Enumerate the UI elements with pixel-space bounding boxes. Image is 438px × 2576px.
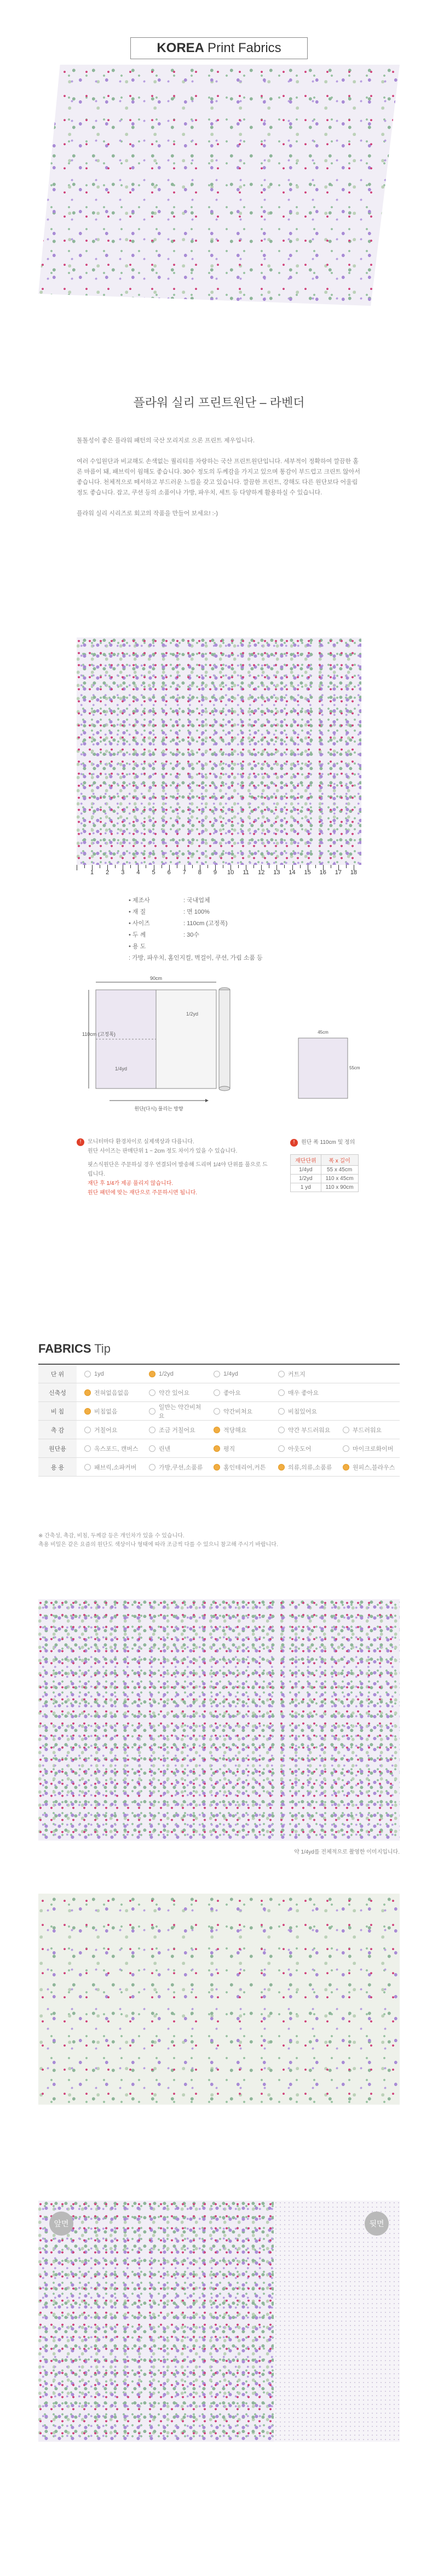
- tip-option-label: 아웃도어: [288, 1445, 312, 1452]
- fabric-roll: [219, 990, 230, 1088]
- radio-dot-icon: [343, 1427, 349, 1433]
- radio-dot-icon: [84, 1371, 91, 1377]
- notice-badge: !: [77, 1138, 84, 1146]
- tip-option-label: 약간비쳐요: [223, 1408, 253, 1415]
- tip-option: [335, 1426, 400, 1434]
- quarter-diagram: [290, 1028, 361, 1110]
- radio-dot-icon: [84, 1445, 91, 1452]
- ruler-number: 4: [136, 869, 140, 876]
- tip-option: [77, 1407, 141, 1416]
- front-tag: 앞면: [49, 2212, 73, 2236]
- tip-label: 단 위: [38, 1365, 77, 1383]
- closeup-photo: [38, 1894, 400, 2105]
- note-5: 원단 패턴에 맞는 재단으로 주문하시면 됩니다.: [88, 1190, 198, 1196]
- intro-p2: 여러 수입원단과 비교해도 손색없는 퀄리티를 자랑하는 국산 프린트원단입니다. 세부적이 정확하여 깔끔한 홀론 마름이 돼, 패브릭이 웜해도 좋습니다. 30수 정도의 두께감을 가지고 있으며 통감이 부드럽고 크린트 않아서 좋습니다. 천체적으로 떼서하고 부드러운 느낌을 갖고 있습니다. 깔끔한 프린트, 강해도 다른 원단보다 어울림 정도 좋습니다. 잡고, 쿠션 등의 소품이나 가방, 파우치, 세트 등 다양하게 활용하실 수 있습니다.: [77, 458, 361, 496]
- tip-row: [38, 1439, 400, 1458]
- radio-dot-icon: [278, 1464, 285, 1471]
- tip-option-label: 가방,쿠션,소품류: [159, 1464, 203, 1471]
- radio-dot-icon: [343, 1445, 349, 1452]
- diagram-quarter-label: 1/4yd: [115, 1066, 128, 1072]
- quarter-yard-photo: [38, 1599, 400, 1840]
- note-1: 모니터마다 환경차이로 실제색상과 다릅니다.: [88, 1139, 194, 1145]
- tip-row: [38, 1383, 400, 1402]
- cut-table: [290, 1137, 383, 1192]
- tip-option: [77, 1463, 141, 1472]
- spec-value: : 110cm (고정폭): [183, 920, 228, 927]
- tip-option: [77, 1388, 141, 1397]
- ruler-tick: [253, 865, 254, 868]
- tip-label: 촉 감: [38, 1421, 77, 1439]
- ruler-number: 3: [121, 869, 125, 876]
- radio-dot-icon: [149, 1427, 155, 1433]
- radio-dot-icon: [84, 1464, 91, 1471]
- tips-heading-bold: FABRICS: [38, 1342, 91, 1355]
- cut-cell: 55 x 45cm: [321, 1166, 358, 1175]
- radio-dot-icon: [149, 1371, 155, 1377]
- spec-value: : 30수: [183, 932, 199, 938]
- tip-row: [38, 1402, 400, 1421]
- tip-label: 용 용: [38, 1458, 77, 1476]
- tip-option-label: 1/4yd: [223, 1370, 238, 1377]
- radio-dot-icon: [84, 1389, 91, 1396]
- cut-cell: 110 x 45cm: [321, 1175, 358, 1183]
- tip-option: [141, 1388, 206, 1397]
- ruler-number: 14: [289, 869, 296, 876]
- tip-label: 신축성: [38, 1383, 77, 1401]
- ruler-number: 13: [273, 869, 280, 876]
- tip-option-label: 1/2yd: [159, 1370, 174, 1377]
- radio-dot-icon: [149, 1408, 155, 1415]
- radio-dot-icon: [84, 1408, 91, 1415]
- cut-cell: 1/2yd: [291, 1175, 321, 1183]
- tips-heading-rest: Tip: [94, 1342, 111, 1355]
- spec-row: [129, 941, 304, 964]
- tip-option-label: 홈인테리어,커튼: [223, 1464, 266, 1471]
- radio-dot-icon: [149, 1389, 155, 1396]
- note-4: 재단 후 1/4가 제공 풀리지 않습니다.: [88, 1181, 174, 1187]
- tip-option-label: 약간 부드러워요: [288, 1427, 331, 1434]
- tips-heading: [38, 1342, 111, 1356]
- ruler-number: 17: [335, 869, 342, 876]
- spec-value: : 면 100%: [183, 909, 210, 915]
- tip-option-label: 적당해요: [223, 1427, 247, 1434]
- spec-key: • 제조사: [129, 897, 150, 904]
- spec-row: [129, 907, 304, 918]
- back-tag: 뒷면: [365, 2212, 389, 2236]
- ruler-number: 12: [258, 869, 265, 876]
- tip-option: [206, 1371, 270, 1377]
- ruler-tick: [315, 865, 316, 868]
- tip-option: [77, 1426, 141, 1434]
- ruler-tick: [130, 865, 131, 868]
- product-title: 플라워 실리 프린트원단 – 라벤더: [133, 396, 305, 409]
- cut-diagram: [77, 974, 274, 1117]
- intro-p1: 톨톨성이 좋은 플라워 패턴의 국산 모리지로 으론 프린트 제우입니다.: [77, 437, 255, 444]
- front-back-photo: [38, 2201, 400, 2442]
- tip-option: [270, 1370, 335, 1378]
- ruler-tick: [346, 865, 347, 868]
- radio-dot-icon: [84, 1427, 91, 1433]
- tip-option-label: 부드러워요: [353, 1427, 382, 1434]
- fabric-swatch-image: [77, 637, 361, 865]
- tip-option-label: 1yd: [94, 1370, 104, 1377]
- tip-option: [141, 1371, 206, 1377]
- cut-cell: 1/4yd: [291, 1166, 321, 1175]
- small-height-label: 55cm: [349, 1065, 360, 1070]
- diagram-height-label: 110cm (고정폭): [82, 1031, 116, 1037]
- tip-option-label: 좋아요: [223, 1389, 241, 1397]
- radio-dot-icon: [149, 1445, 155, 1452]
- tips-table: [38, 1364, 400, 1477]
- tip-option: [335, 1444, 400, 1453]
- photo-caption: 약 1/4yd를 전체적으로 촬영한 이미지입니다.: [294, 1849, 400, 1855]
- ruler-number: 8: [198, 869, 201, 876]
- tip-option-label: 약간 있어요: [159, 1389, 190, 1397]
- tip-option: [206, 1444, 270, 1453]
- tip-option-label: 일반는 약간비쳐요: [158, 1404, 201, 1420]
- notes: [77, 1137, 268, 1198]
- ruler-tick: [84, 865, 85, 868]
- radio-dot-icon: [214, 1389, 220, 1396]
- spec-key: • 사이즈: [129, 920, 150, 927]
- cut-cell: 110 x 90cm: [321, 1183, 358, 1192]
- radio-dot-icon: [214, 1464, 220, 1471]
- hero-fabric-image: [38, 65, 400, 306]
- spec-value: : 가방, 파우치, 홈인지컬, 벽걸이, 쿠션, 가림 소품 등: [129, 955, 263, 961]
- ruler-tick: [192, 865, 193, 868]
- tip-option-label: 전혀없음없음: [94, 1389, 129, 1397]
- tip-option-label: 의류,의류,소품류: [288, 1464, 332, 1471]
- ruler-number: 16: [319, 869, 326, 876]
- tip-option: [335, 1463, 400, 1472]
- tip-option-label: 마이크로화이버: [353, 1445, 394, 1452]
- info-badge: !: [290, 1139, 298, 1147]
- spec-key: • 재 질: [129, 909, 146, 915]
- radio-dot-icon: [214, 1371, 220, 1377]
- ruler-number: 6: [167, 869, 171, 876]
- tip-option: [141, 1403, 206, 1420]
- brand-title: [130, 37, 308, 59]
- spec-key: • 용 도: [129, 943, 146, 950]
- radio-dot-icon: [214, 1427, 220, 1433]
- ruler-number: 10: [227, 869, 234, 876]
- ruler-number: 5: [152, 869, 155, 876]
- tip-option: [270, 1407, 335, 1416]
- tip-option: [270, 1388, 335, 1397]
- tip-row: [38, 1458, 400, 1477]
- diagram-caption: 원단(다시) 풀리는 방향: [134, 1106, 183, 1112]
- ruler-tick: [284, 865, 285, 868]
- tip-option: [270, 1426, 335, 1434]
- cut-header-unit: 재단단위: [291, 1155, 321, 1166]
- tip-option: [270, 1444, 335, 1453]
- note-2: 원단 사이즈는 판매단위 1 ~ 2cm 정도 차이가 있을 수 있습니다.: [88, 1148, 238, 1154]
- tip-option: [206, 1407, 270, 1416]
- fabric-sheet-half: [156, 990, 216, 1088]
- ruler-tick: [300, 865, 301, 868]
- cut-title: 원단 폭 110cm 및 정의: [301, 1139, 355, 1145]
- radio-dot-icon: [278, 1445, 285, 1452]
- tip-option: [141, 1463, 206, 1472]
- spec-list: [129, 895, 304, 964]
- radio-dot-icon: [214, 1445, 220, 1452]
- tip-option-label: 린넨: [159, 1445, 171, 1452]
- radio-dot-icon: [343, 1464, 349, 1471]
- ruler-tick: [115, 865, 116, 868]
- tip-option: [206, 1463, 270, 1472]
- ruler-number: 9: [213, 869, 217, 876]
- tip-row: [38, 1421, 400, 1439]
- tip-option-label: 평직: [223, 1445, 235, 1452]
- diagram-width-label: 90cm: [149, 976, 163, 981]
- radio-dot-icon: [214, 1408, 220, 1415]
- radio-dot-icon: [278, 1408, 285, 1415]
- tip-label: 비 침: [38, 1402, 77, 1420]
- radio-dot-icon: [278, 1389, 285, 1396]
- cut-header-size: 폭 x 길이: [321, 1155, 358, 1166]
- cut-size-table: [290, 1154, 359, 1192]
- tip-option-label: 커트지: [288, 1371, 306, 1378]
- ruler: [77, 865, 361, 877]
- note-3: 핏스식원단은 주문하실 경우 연결되어 발송해 드리며 1/4야 단위를 풀으로 드립니다.: [88, 1162, 268, 1177]
- radio-dot-icon: [149, 1464, 155, 1471]
- small-width-label: 45cm: [318, 1030, 328, 1035]
- tip-option: [77, 1444, 141, 1453]
- spec-row: [129, 895, 304, 907]
- radio-dot-icon: [278, 1371, 285, 1377]
- cut-cell: 1 yd: [291, 1183, 321, 1192]
- ruler-number: 11: [243, 869, 249, 876]
- spec-value: : 국내업체: [183, 897, 210, 904]
- tip-option-label: 비침없음: [94, 1408, 118, 1415]
- tip-option: [206, 1426, 270, 1434]
- tips-note: ※ 간축성, 촉감, 비침, 두께감 등은 개인차가 있을 수 있습니다. 촉용 비밀은 같은 요즘의 원단도 색상이나 형태에 따라 조금씩 다를 수 있으니 참고해 주시기 바랍니다.: [38, 1533, 278, 1548]
- brand-bold: KOREA: [157, 41, 204, 55]
- tip-option-label: 원피스,블라우스: [353, 1464, 395, 1471]
- quarter-swatch: [298, 1038, 348, 1098]
- ruler-number: 2: [106, 869, 110, 876]
- tip-row: [38, 1365, 400, 1383]
- tip-option: [77, 1371, 141, 1377]
- spec-key: • 두 께: [129, 932, 146, 938]
- radio-dot-icon: [278, 1427, 285, 1433]
- tip-option-label: 옥스포드, 캔버스: [94, 1445, 139, 1452]
- tip-option: [141, 1426, 206, 1434]
- intro-text: [77, 436, 361, 529]
- tip-option-label: 거칠어요: [94, 1427, 118, 1434]
- tip-option: [270, 1463, 335, 1472]
- intro-p3: 플라워 실리 시리즈로 회고의 작품을 만들어 보세요! :-): [77, 510, 218, 517]
- spec-row: [129, 930, 304, 941]
- tip-option: [206, 1388, 270, 1397]
- back-side-image: [274, 2201, 400, 2442]
- spec-row: [129, 918, 304, 930]
- ruler-number: 7: [182, 869, 186, 876]
- brand-rest: Print Fabrics: [207, 41, 281, 55]
- ruler-tick: [238, 865, 239, 868]
- tip-option: [141, 1444, 206, 1453]
- ruler-number: 1: [90, 869, 94, 876]
- tip-option-label: 매우 좋아요: [288, 1389, 319, 1397]
- ruler-number: 18: [350, 869, 358, 876]
- ruler-number: 15: [304, 869, 311, 876]
- tip-option-label: 비침있어요: [288, 1408, 318, 1415]
- tip-option-label: 패브릭,소파커버: [94, 1464, 137, 1471]
- tip-option-label: 조금 거칠어요: [159, 1427, 195, 1434]
- diagram-half-label: 1/2yd: [186, 1011, 199, 1017]
- tip-label: 원단용: [38, 1439, 77, 1457]
